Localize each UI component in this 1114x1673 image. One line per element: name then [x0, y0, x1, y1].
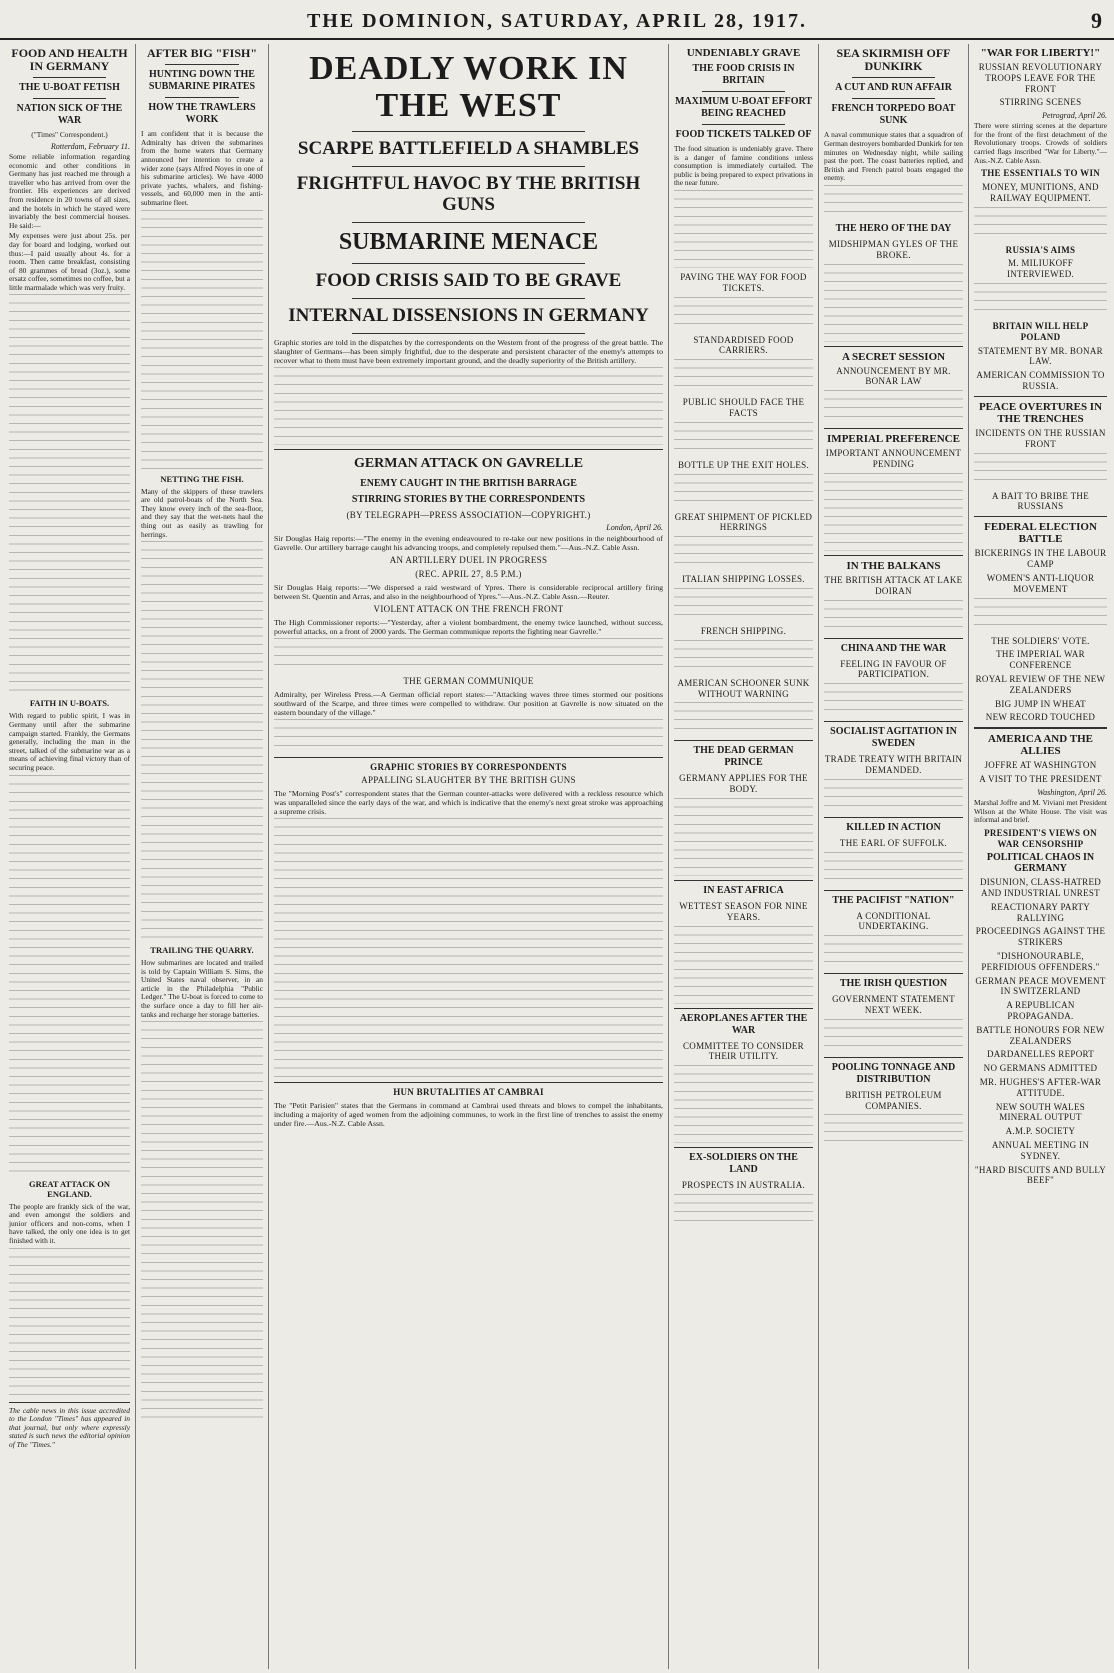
headline: FOOD AND HEALTH IN GERMANY [11, 46, 128, 74]
subhead: M. MILIUKOFF INTERVIEWED. [1006, 258, 1075, 280]
article-intro: Graphic stories are told in the dispatches by the correspondents on the Western front of the progress of the great battle. The slaughter of Germans—has been simply frightful, due to the desperate and persistent character of the enemy's attempts to recover what to them must have been extremely important ground, and the deadly superiority of the British artillery. [274, 337, 663, 365]
story-deck: WETTEST SEASON FOR NINE YEARS. [679, 901, 808, 922]
article-paragraph: The High Commissioner reports:—"Yesterday, after a violent bombardment, the enemy twice launched, without success, powerful attacks, on a front of 2000 yards. The German communique reports the fighting near Gavrelle." [274, 617, 663, 636]
masthead [0, 0, 1114, 40]
subheading: FAITH IN U-BOATS. [29, 698, 110, 709]
article-paragraph: My expenses were just about 25s. per day for board and lodging, worked out thus:—I paid usually about 4s. for a room. Then came breakfast, consisting of 80 grammes of bread (3oz.), some ersatz coffee, sometimes no coffee, but a little marmalade which was very fruity. [9, 231, 130, 292]
credit: (BY TELEGRAPH—PRESS ASSOCIATION—COPYRIGHT.) [346, 509, 591, 520]
article-text [674, 926, 813, 1004]
deck: NATION SICK OF THE WAR [16, 103, 123, 127]
deck: FRENCH TORPEDO BOAT SUNK [831, 103, 956, 127]
article-text [9, 294, 130, 694]
subheading: TRAILING THE QUARRY. [150, 945, 254, 956]
story-deck: REACTIONARY PARTY RALLYING [990, 901, 1091, 923]
story-headline: PEACE OVERTURES IN THE TRENCHES [978, 400, 1103, 425]
article-paragraph: How submarines are located and trailed is told by Captain William S. Sims, the United States naval observer, in an article in the Philadelphia "Public Ledger." The U-boat is forced to come to the surface once a day to fill her air-tanks and recharge her storage batteries. [141, 958, 263, 1019]
headline: "WAR FOR LIBERTY!" [980, 47, 1101, 59]
subhead: STATEMENT BY MR. BONAR LAW. [978, 345, 1103, 367]
story-deck: DISUNION, CLASS-HATRED AND INDUSTRIAL UNREST [979, 877, 1102, 899]
story-headline: POLITICAL CHAOS IN GERMANY [986, 852, 1095, 875]
deck: MAXIMUM U-BOAT EFFORT BEING REACHED [674, 96, 813, 120]
story-deck: ENEMY CAUGHT IN THE BRITISH BARRAGE [360, 477, 577, 489]
story-deck: FEELING IN FAVOUR OF PARTICIPATION. [840, 658, 947, 680]
story-deck: MIDSHIPMAN GYLES OF THE BROKE. [828, 238, 959, 260]
subhead: AMERICAN COMMISSION TO RUSSIA. [976, 370, 1105, 392]
article-text [824, 600, 963, 634]
article-text [824, 779, 963, 813]
main-headline: DEADLY WORK IN THE WEST [309, 50, 628, 125]
article-text [141, 1021, 263, 1421]
article-text [974, 283, 1107, 317]
article-text [824, 1114, 963, 1148]
dateline: Rotterdam, February 11. [50, 141, 130, 151]
story-headline: THE PACIFIST "NATION" [832, 894, 955, 906]
page-number: 9 [1091, 8, 1102, 33]
story-deck: TRADE TREATY WITH BRITAIN DEMANDED. [824, 754, 963, 775]
article-text [974, 207, 1107, 241]
story-headline: IN THE BALKANS [846, 559, 941, 572]
article-text [824, 185, 963, 219]
article-paragraph: Some reliable information regarding economic and other conditions in Germany has just reached me through a traveller who has arrived from over the frontier. His experiences are derived from residence in 20 towns of all sizes, and the hotels in which he stayed were invariably the best commercial houses. He said:— [9, 151, 130, 230]
deck: JOFFRE AT WASHINGTON [984, 760, 1097, 771]
deck: FOOD CRISIS SAID TO BE GRAVE [315, 269, 622, 291]
article-paragraph: The food situation is undeniably grave. There is a danger of famine conditions unless consumption is immediately curtailed. The public is being prepared to expect privations in the near future. [674, 144, 813, 188]
story-deck: GOVERNMENT STATEMENT NEXT WEEK. [832, 994, 955, 1015]
deck: HUNTING DOWN THE SUBMARINE PIRATES [148, 69, 256, 93]
story-deck: COMMITTEE TO CONSIDER THEIR UTILITY. [683, 1040, 804, 1062]
story-deck: BICKERINGS IN THE LABOUR CAMP [974, 548, 1107, 570]
deck: RUSSIAN REVOLUTIONARY TROOPS LEAVE FOR THE FRONT [978, 62, 1103, 94]
story-headline: A SECRET SESSION [841, 350, 946, 363]
article-text [824, 264, 963, 342]
subhead: PUBLIC SHOULD FACE THE FACTS [682, 397, 805, 419]
subhead: A BAIT TO BRIBE THE RUSSIANS [991, 490, 1090, 512]
article-text [674, 474, 813, 508]
byline: ("Times" Correspondent.) [31, 130, 108, 140]
article-text [9, 775, 130, 1175]
story-deck: BRITISH PETROLEUM COMPANIES. [845, 1089, 942, 1111]
story-headline: FEDERAL ELECTION BATTLE [984, 521, 1097, 546]
article-text [824, 473, 963, 551]
story-headline: SOCIALIST AGITATION IN SWEDEN [830, 726, 957, 750]
article-paragraph: The "Petit Parisien" states that the Germans in command at Cambrai used threats and blows to compel the inhabitants, including a majority of aged women from the adjoining communes, to work in the first line of trenches to assist the enemy under fire.—Aus.-N.Z. Cable Assn. [274, 1101, 663, 1129]
deck: THE FOOD CRISIS IN BRITAIN [692, 63, 795, 87]
dateline: London, April 26. [606, 523, 663, 533]
subhead: A REPUBLICAN PROPAGANDA. [1006, 1000, 1075, 1022]
article-text [674, 798, 813, 876]
article-text [674, 1065, 813, 1143]
subhead: NEW SOUTH WALES MINERAL OUTPUT [995, 1101, 1086, 1123]
story-headline: GRAPHIC STORIES BY CORRESPONDENTS [370, 761, 567, 772]
article-paragraph: A naval communique states that a squadron of German destroyers bombarded Dunkirk for ten minutes on Wednesday night, while sailing past the port. The coast batteries replied, and British and French patrol boats engaged the enemy. [824, 130, 963, 183]
subhead: PROCEEDINGS AGAINST THE STRIKERS [975, 926, 1106, 948]
subhead: "HARD BISCUITS AND BULLY BEEF" [974, 1164, 1107, 1186]
article-text [674, 640, 813, 674]
dateline: Petrograd, April 26. [1042, 111, 1107, 121]
column-deadly-work [269, 44, 669, 1669]
article-paragraph: With regard to public spirit, I was in Germany until after the submarine campaign started. Frankly, the Germans generally, including the man in the street, talked of the submarine war as a means of achieving final victory than of securing peace. [9, 711, 130, 773]
story-headline: THE HERO OF THE DAY [835, 222, 952, 234]
subhead: STANDARDISED FOOD CARRIERS. [693, 334, 794, 356]
story-deck: STIRRING STORIES BY THE CORRESPONDENTS [351, 493, 586, 505]
article-text [141, 210, 263, 470]
article-paragraph: Sir Douglas Haig reports:—"We dispersed a raid westward of Ypres. There is considerable reciprocal artillery firing between St. Quentin and Arras, and also in the neighbourhood of Ypres."—Aus.-N.Z. Cable Assn.—Reuter. [274, 583, 663, 602]
article-text [974, 453, 1107, 487]
deck: HOW THE TRAWLERS WORK [148, 102, 256, 126]
subhead: RUSSIA'S AIMS [1005, 244, 1076, 255]
headline: AMERICA AND THE ALLIES [988, 733, 1093, 758]
deck: THE U-BOAT FETISH [19, 82, 120, 94]
article-paragraph: The people are frankly sick of the war, and even amongst the soldiers and junior officers and non-coms, when I have talked, the only one idea is to get finished with it. [9, 1201, 130, 1245]
story-deck: IMPORTANT ANNOUNCEMENT PENDING [825, 448, 962, 470]
article-text [674, 422, 813, 456]
subhead: PAVING THE WAY FOR FOOD TICKETS. [680, 272, 807, 293]
article-text [824, 852, 963, 886]
story-headline: KILLED IN ACTION [846, 821, 941, 833]
deck: INTERNAL DISSENSIONS IN GERMANY [288, 304, 649, 326]
story-headline: CHINA AND THE WAR [840, 642, 947, 654]
column-sea-skirmish [819, 44, 969, 1669]
story-headline: IN EAST AFRICA [703, 885, 784, 897]
subhead: NEW RECORD TOUCHED [985, 712, 1096, 723]
column-after-big-fish [136, 44, 269, 1669]
story-deck: ANNOUNCEMENT BY MR. BONAR LAW [836, 365, 951, 387]
article-paragraph: The "Morning Post's" correspondent states that the German counter-attacks were delivered with a reckless resource which was unparalleled since the early days of the war, and which is indicative that the enemy's next great stroke was approaching a supreme crisis. [274, 789, 663, 817]
story-headline: AN ARTILLERY DUEL IN PROGRESS [389, 555, 548, 566]
masthead-title: THE DOMINION, SATURDAY, APRIL 28, 1917. [306, 10, 808, 32]
story-headline: THE IRISH QUESTION [839, 978, 948, 990]
column-food-and-health [4, 44, 136, 1669]
story-deck: APPALLING SLAUGHTER BY THE BRITISH GUNS [361, 775, 576, 786]
story-deck: GERMANY APPLIES FOR THE BODY. [679, 773, 808, 795]
deck: A CUT AND RUN AFFAIR [835, 82, 952, 94]
article-paragraph: Admiralty, per Wireless Press.—A German official report states:—"Attacking waves three times stormed our positions southward of the Scarpe, and three times were compelled to withdraw. Our position at Gavrelle is now situated on the eastern boundary of the village." [274, 689, 663, 717]
article-text [274, 367, 663, 445]
subheading: GREAT ATTACK ON ENGLAND. [28, 1178, 111, 1199]
article-text [674, 359, 813, 393]
article-text [824, 683, 963, 717]
article-text [9, 1248, 130, 1398]
subhead: ITALIAN SHIPPING LOSSES. [682, 574, 805, 585]
article-text [274, 638, 663, 672]
deck: SUBMARINE MENACE [338, 229, 599, 256]
subhead: GERMAN PEACE MOVEMENT IN SWITZERLAND [975, 975, 1106, 997]
subhead: GREAT SHIPMENT OF PICKLED HERRINGS [674, 511, 813, 533]
article-text [141, 541, 263, 941]
column-war-for-liberty-and-america [969, 44, 1112, 1669]
article-text [674, 536, 813, 570]
subhead: BRITAIN WILL HELP POLAND [992, 321, 1089, 342]
article-text [824, 390, 963, 424]
article-text [974, 598, 1107, 632]
story-headline: GERMAN ATTACK ON GAVRELLE [353, 455, 584, 471]
story-deck: PROSPECTS IN AUSTRALIA. [681, 1180, 806, 1191]
headline: UNDENIABLY GRAVE [686, 47, 801, 59]
story-deck: INCIDENTS ON THE RUSSIAN FRONT [975, 428, 1106, 449]
subhead: AMERICAN SCHOONER SUNK WITHOUT WARNING [677, 677, 810, 699]
story-headline: HUN BRUTALITIES AT CAMBRAI [393, 1087, 544, 1098]
story-headline: IMPERIAL PREFERENCE [827, 433, 960, 446]
article-text [674, 297, 813, 331]
article-paragraph: There were stirring scenes at the departure for the front of the first detachment of the Revolutionary troops. Crowds of soldiers carried flags inscribed "War for Liberty."—Aus.-N.Z. Cable Assn. [974, 121, 1107, 165]
story-headline: EX-SOLDIERS ON THE LAND [689, 1152, 798, 1176]
article-paragraph: Sir Douglas Haig reports:—"The enemy in the evening endeavoured to re-take our new positions in the neighbourhood of Gavrelle. Our artillery barrage caught his advancing troops, and completely repulsed them."—Aus.-N.Z. Cable Assn. [274, 534, 663, 553]
subhead: DARDANELLES REPORT [986, 1049, 1095, 1060]
subhead: WOMEN'S ANTI-LIQUOR MOVEMENT [986, 572, 1095, 594]
headline: SEA SKIRMISH OFF DUNKIRK [836, 46, 951, 74]
received: (REC. APRIL 27, 8.5 P.M.) [415, 569, 522, 580]
subhead: THE ESSENTIALS TO WIN [980, 168, 1101, 179]
article-text [274, 818, 663, 1078]
article-text [674, 190, 813, 268]
deck: STIRRING SCENES [999, 97, 1082, 108]
article-text [674, 588, 813, 622]
subheading: NETTING THE FISH. [160, 473, 244, 484]
subhead: A.M.P. SOCIETY [1005, 1126, 1076, 1137]
subhead: MR. HUGHES'S AFTER-WAR ATTITUDE. [979, 1077, 1102, 1098]
story-deck: THE BRITISH ATTACK AT LAKE DOIRAN [824, 575, 963, 596]
story-deck: A CONDITIONAL UNDERTAKING. [856, 910, 931, 932]
subhead: THE IMPERIAL WAR CONFERENCE [996, 649, 1085, 671]
article-paragraph: I am confident that it is because the Admiralty has driven the submarines from the home waters that Germany announced her intention to create a wider zone (says Alfred Noyes in one of his submarine articles). We have 4000 private yachts, whalers, and fishing-vessels, and 60,000 men in the anti-submarine fleet. [141, 129, 263, 207]
deck: A VISIT TO THE PRESIDENT [979, 774, 1102, 785]
subhead: BIG JUMP IN WHEAT [995, 698, 1086, 709]
subhead: THE SOLDIERS' VOTE. [991, 635, 1090, 646]
story-headline: THE GERMAN COMMUNIQUE [403, 675, 534, 686]
headline: AFTER BIG "FISH" [146, 46, 257, 60]
story-headline: POOLING TONNAGE AND DISTRIBUTION [831, 1061, 956, 1085]
story-headline: AEROPLANES AFTER THE WAR [679, 1012, 808, 1036]
subhead: MONEY, MUNITIONS, AND RAILWAY EQUIPMENT. [982, 182, 1099, 203]
story-headline: VIOLENT ATTACK ON THE FRENCH FRONT [373, 604, 564, 615]
subhead: PRESIDENT'S VIEWS ON WAR CENSORSHIP [984, 827, 1097, 849]
subhead: BOTTLE UP THE EXIT HOLES. [677, 459, 810, 470]
subhead: NO GERMANS ADMITTED [983, 1063, 1098, 1074]
article-text [674, 1194, 813, 1228]
article-text [274, 719, 663, 753]
column-undeniably-grave [669, 44, 819, 1669]
deck: SCARPE BATTLEFIELD A SHAMBLES [297, 137, 640, 159]
editorial-note: The cable news in this issue accredited to the London "Times" has appeared in that journal, but only where expressly stated is such news the editorial opinion of The "Times." [9, 1405, 130, 1449]
story-headline: THE DEAD GERMAN PRINCE [693, 745, 794, 769]
subhead: ROYAL REVIEW OF THE NEW ZEALANDERS [975, 673, 1106, 695]
subhead: "DISHONOURABLE, PERFIDIOUS OFFENDERS." [981, 951, 1100, 972]
deck: FRIGHTFUL HAVOC BY THE BRITISH GUNS [296, 172, 641, 216]
story-deck: THE EARL OF SUFFOLK. [839, 837, 948, 848]
article-paragraph: Marshal Joffre and M. Viviani met President Wilson at the White House. The visit was informal and brief. [974, 797, 1107, 825]
subhead: BATTLE HONOURS FOR NEW ZEALANDERS [976, 1024, 1105, 1046]
article-paragraph: Many of the skippers of these trawlers are old patrol-boats of the North Sea. They know every inch of the sea-floor, and they say that the wet-nets haul the thing out as easily as trawling for herrings. [141, 486, 263, 539]
article-text [824, 1019, 963, 1053]
deck: FOOD TICKETS TALKED OF [675, 129, 812, 141]
article-text [674, 702, 813, 736]
subhead: FRENCH SHIPPING. [700, 626, 787, 637]
article-text [824, 935, 963, 969]
subhead: ANNUAL MEETING IN SYDNEY. [991, 1140, 1090, 1161]
dateline: Washington, April 26. [1037, 787, 1107, 797]
